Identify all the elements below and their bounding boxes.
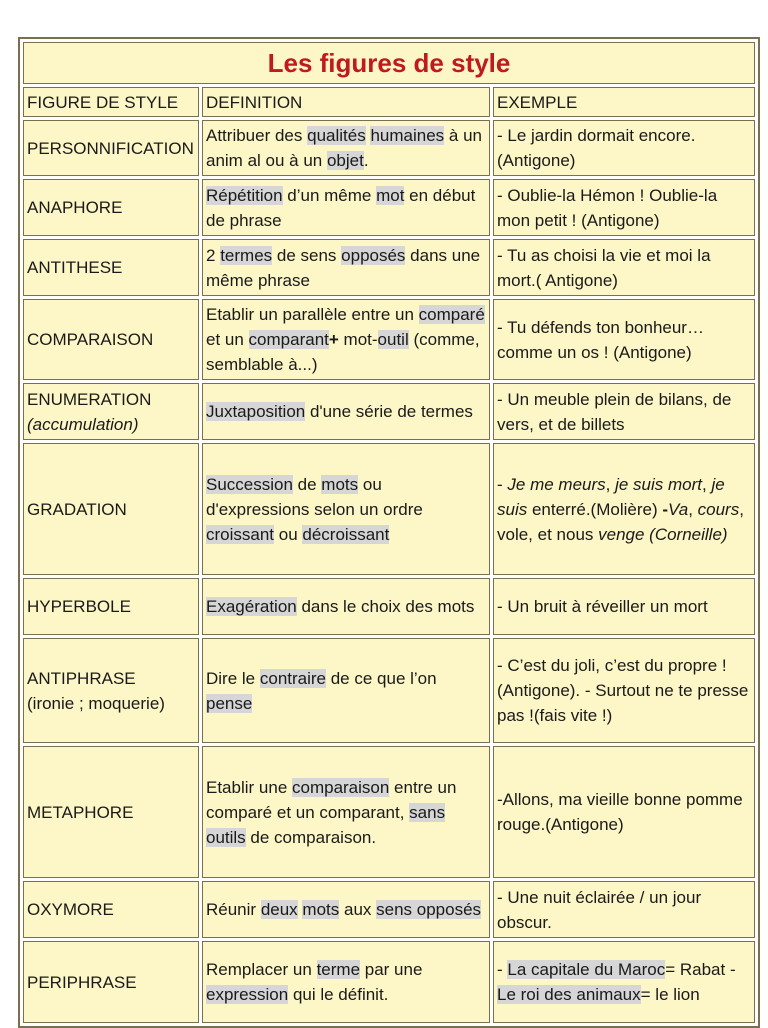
definition-seg: dans une même phrase [206, 245, 481, 290]
definition-cell [202, 443, 490, 575]
figure-name: ANTITHESE [27, 258, 123, 277]
figure-name: OXYMORE [27, 900, 114, 919]
exemple-seg: -Allons, ma vieille bonne pomme rouge.(Antigone) [497, 790, 743, 834]
exemple-seg: - [662, 499, 669, 519]
exemple-seg: - Le jardin dormait encore. (Antigone) [497, 126, 696, 170]
definition-seg: mots [321, 474, 359, 494]
definition-seg: pense [206, 693, 253, 713]
table-row [23, 941, 755, 1023]
exemple-cell [493, 179, 755, 236]
definition-seg: deux [260, 900, 298, 919]
definition-seg: comparé [418, 305, 485, 324]
definition-seg: contraire [259, 668, 326, 688]
definition-seg: entre un comparé et un comparant, [206, 777, 457, 822]
exemple-seg: - Un meuble plein de bilans, de vers, et de billets [497, 389, 732, 434]
definition-seg: Dire le [206, 668, 260, 688]
definition-seg: à un anim al ou à un [206, 126, 482, 170]
figure-cell [23, 120, 199, 176]
definition-seg: sens opposés [376, 900, 482, 919]
table-row [23, 881, 755, 938]
definition-seg: décroissant [302, 524, 390, 544]
exemple-seg: La capitale du Maroc [507, 960, 666, 979]
definition-seg: dans le choix des mots [296, 597, 475, 616]
definition-seg: et un [206, 330, 249, 349]
definition-seg: qualités [307, 126, 366, 145]
exemple-seg: - [497, 474, 508, 494]
definition-seg: d'une série de termes [305, 402, 473, 421]
definition-seg: Juxtaposition [206, 402, 306, 421]
definition-seg: mot [376, 185, 405, 205]
definition-seg: qui le définit. [288, 985, 389, 1004]
figure-name: (ironie ; moquerie) [27, 693, 165, 713]
definition-seg: ou [274, 524, 303, 544]
exemple-cell [493, 941, 755, 1023]
table-row [23, 638, 755, 743]
definition-cell [202, 383, 490, 440]
exemple-seg: , [702, 474, 712, 494]
exemple-cell [493, 746, 755, 878]
figure-name: ENUMERATION [27, 389, 152, 409]
exemple-seg: venge (Corneille) [598, 524, 728, 544]
definition-cell [202, 299, 490, 380]
exemple-seg: - C’est du joli, c’est du propre ! (Antigone). - Surtout ne te presse pas !(fais vite !) [497, 656, 749, 725]
exemple-seg: Va [668, 499, 689, 519]
figure-name: COMPARAISON [27, 330, 154, 349]
definition-cell [202, 638, 490, 743]
figure-name: ANTIPHRASE [27, 668, 136, 688]
table-row [23, 299, 755, 380]
exemple-seg: = le lion [640, 985, 700, 1004]
exemple-seg: = Rabat - [665, 960, 736, 979]
exemple-seg: cours [697, 499, 740, 519]
figure-name: METAPHORE [27, 802, 134, 822]
header-row [23, 87, 755, 117]
header-exemple: EXEMPLE [493, 87, 755, 117]
definition-seg: de sens [272, 245, 342, 265]
definition-cell [202, 120, 490, 176]
figure-cell [23, 578, 199, 635]
exemple-seg: Je me meurs [507, 474, 606, 494]
exemple-cell [493, 299, 755, 380]
exemple-seg: , [605, 474, 616, 494]
definition-seg: expression [206, 985, 289, 1004]
exemple-seg: , vole, et nous [497, 499, 744, 544]
definition-seg: en début de phrase [206, 185, 476, 230]
definition-seg: mots [302, 900, 340, 919]
exemple-seg: - Un bruit à réveiller un mort [497, 597, 708, 616]
header-figure: FIGURE DE STYLE [23, 87, 199, 117]
definition-seg: Répétition [206, 185, 283, 205]
exemple-cell [493, 443, 755, 575]
figure-cell [23, 638, 199, 743]
figure-name: PERSONNIFICATION [27, 138, 194, 158]
definition-seg: humaines [370, 126, 445, 145]
definition-seg: 2 [206, 245, 221, 265]
table-row [23, 179, 755, 236]
definition-cell [202, 746, 490, 878]
definition-seg: + [328, 330, 339, 349]
definition-seg: Réunir [206, 900, 261, 919]
definition-seg: sans outils [206, 802, 446, 847]
figure-name: HYPERBOLE [27, 597, 131, 616]
table-row [23, 578, 755, 635]
exemple-seg: je suis mort [615, 474, 703, 494]
definition-seg: d’un même [282, 185, 377, 205]
exemple-seg: , [688, 499, 698, 519]
table-row [23, 120, 755, 176]
figures-table [20, 39, 758, 1026]
exemple-seg: enterré.(Molière) [527, 499, 663, 519]
definition-seg: croissant [206, 524, 275, 544]
title-row [23, 42, 755, 84]
exemple-cell [493, 120, 755, 176]
definition-seg: de comparaison. [245, 827, 377, 847]
figure-cell [23, 383, 199, 440]
table-row [23, 239, 755, 296]
definition-seg: outil [377, 330, 409, 349]
definition-cell [202, 239, 490, 296]
definition-seg: comparaison [292, 777, 390, 797]
figure-name: GRADATION [27, 499, 127, 519]
definition-seg: de [292, 474, 322, 494]
definition-seg: Etablir un parallèle entre un [206, 305, 419, 324]
figure-cell [23, 299, 199, 380]
figure-name: (accumulation) [27, 414, 139, 434]
definition-seg: Etablir une [206, 777, 292, 797]
figure-cell [23, 746, 199, 878]
definition-seg: Succession [206, 474, 293, 494]
definition-seg: aux [339, 900, 377, 919]
exemple-seg: - Tu as choisi la vie et moi la mort.( Antigone) [497, 245, 711, 290]
definition-seg: termes [220, 245, 273, 265]
exemple-seg: je suis [497, 474, 725, 519]
figure-cell [23, 941, 199, 1023]
definition-seg: par une [360, 960, 423, 979]
exemple-cell [493, 881, 755, 938]
exemple-cell [493, 638, 755, 743]
figure-name: PERIPHRASE [27, 972, 137, 992]
definition-seg: de ce que l’on [326, 668, 437, 688]
definition-cell [202, 179, 490, 236]
exemple-cell [493, 239, 755, 296]
definition-seg: Remplacer un [206, 960, 317, 979]
figures-table-sheet [18, 37, 760, 1028]
figure-cell [23, 179, 199, 236]
exemple-seg: - [497, 960, 508, 979]
definition-cell [202, 578, 490, 635]
figure-cell [23, 881, 199, 938]
figure-cell [23, 443, 199, 575]
exemple-cell [493, 383, 755, 440]
exemple-seg: - Tu défends ton bonheur…comme un os ! (Antigone) [497, 317, 704, 362]
definition-seg: opposés [341, 245, 406, 265]
definition-seg: Exagération [206, 597, 297, 616]
definition-seg: mot- [338, 330, 378, 349]
table-row [23, 443, 755, 575]
exemple-seg: Le roi des animaux [497, 985, 641, 1004]
table-row [23, 746, 755, 878]
definition-seg: comparant [248, 330, 329, 349]
definition-cell [202, 881, 490, 938]
definition-seg: ou d'expressions selon un ordre [206, 474, 423, 519]
figure-name: ANAPHORE [27, 198, 123, 217]
header-definition: DEFINITION [202, 87, 490, 117]
definition-seg: objet [326, 151, 364, 170]
definition-seg: . [363, 151, 369, 170]
definition-seg: terme [316, 960, 361, 979]
exemple-seg: - Oublie-la Hémon ! Oublie-la mon petit ! (Antigone) [497, 185, 718, 230]
figure-cell [23, 239, 199, 296]
page-title: Les figures de style [23, 42, 755, 84]
definition-seg: (comme, semblable à...) [206, 330, 480, 374]
definition-cell [202, 941, 490, 1023]
definition-seg: Attribuer des [206, 126, 308, 145]
exemple-seg: - Une nuit éclairée / un jour obscur. [497, 887, 702, 932]
table-row [23, 383, 755, 440]
exemple-cell [493, 578, 755, 635]
